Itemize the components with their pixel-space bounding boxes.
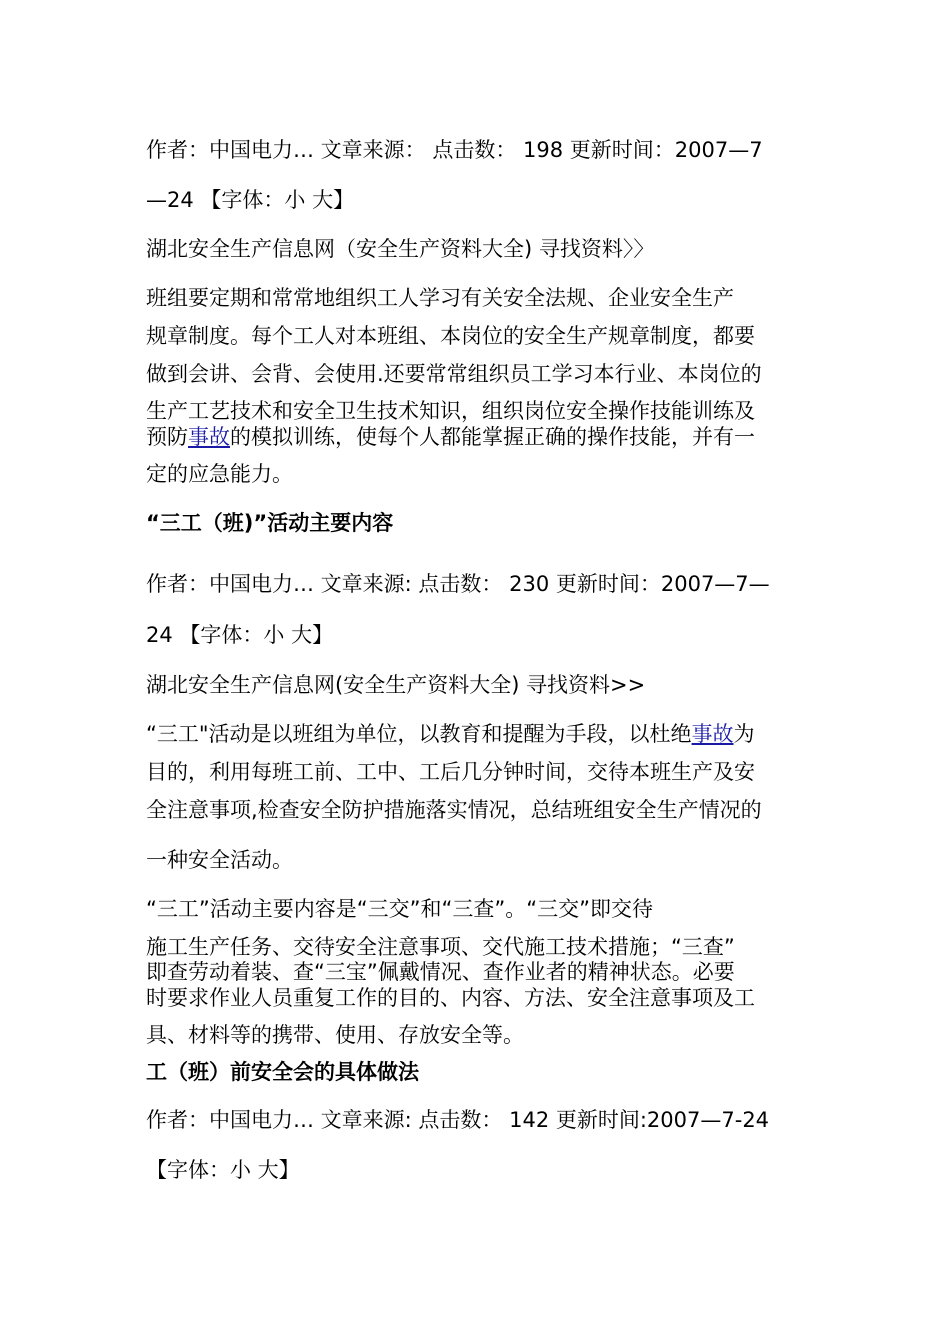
article-title: “三工（班)”活动主要内容 [146,511,394,535]
accident-link[interactable]: 事故 [691,722,734,746]
accident-link[interactable]: 事故 [188,425,230,449]
paragraph-line: 时要求作业人员重复工作的目的、内容、方法、安全注意事项及工 [146,986,755,1010]
article-source: 湖北安全生产信息网（安全生产资料大全) 寻找资料〉〉 [146,237,655,261]
paragraph-line: 一种安全活动。 [146,848,293,872]
paragraph-line: 全注意事项,检查安全防护措施落实情况，总结班组安全生产情况的 [146,798,762,822]
paragraph-line: 规章制度。每个工人对本班组、本岗位的安全生产规章制度，都要 [146,324,755,348]
paragraph-line: 具、材料等的携带、使用、存放安全等。 [146,1023,524,1047]
paragraph-line: 施工生产任务、交待安全注意事项、交代施工技术措施；“三查” [146,935,735,959]
article-title: 工（班）前安全会的具体做法 [146,1060,419,1084]
paragraph-text: “三工"活动是以班组为单位，以教育和提醒为手段，以杜绝 [146,722,692,746]
paragraph-line [146,720,755,748]
paragraph-line: 定的应急能力。 [146,462,293,486]
paragraph-text: 的模拟训练，使每个人都能掌握正确的操作技能，并有一 [230,425,755,449]
paragraph-line [146,423,755,451]
article-meta-continued: 24 【字体：小 大】 [146,623,334,647]
paragraph-line: 即查劳动着装、查“三宝”佩戴情况、查作业者的精神状态。必要 [146,960,735,984]
article-meta-continued: —24 【字体：小 大】 [146,188,355,212]
article-meta: 作者：中国电力… 文章来源: 点击数： 142 更新时间:2007—7-24 [146,1108,770,1132]
article-meta-continued: 【字体：小 大】 [146,1158,300,1182]
article-meta: 作者：中国电力… 文章来源: 点击数： 230 更新时间：2007—7— [146,572,770,596]
article-meta: 作者：中国电力… 文章来源： 点击数： 198 更新时间：2007—7 [146,138,763,162]
paragraph-line: 生产工艺技术和安全卫生技术知识，组织岗位安全操作技能训练及 [146,399,755,423]
article-source: 湖北安全生产信息网(安全生产资料大全) 寻找资料>> [146,673,646,697]
paragraph-line: 目的，利用每班工前、工中、工后几分钟时间，交待本班生产及安 [146,760,755,784]
paragraph-text: 为 [733,722,755,746]
paragraph-line: 做到会讲、会背、会使用.还要常常组织员工学习本行业、本岗位的 [146,362,762,386]
paragraph-text: 预防 [146,425,188,449]
paragraph-line: 班组要定期和常常地组织工人学习有关安全法规、企业安全生产 [146,286,734,310]
paragraph-line: “三工”活动主要内容是“三交”和“三查”。“三交”即交待 [146,897,654,921]
